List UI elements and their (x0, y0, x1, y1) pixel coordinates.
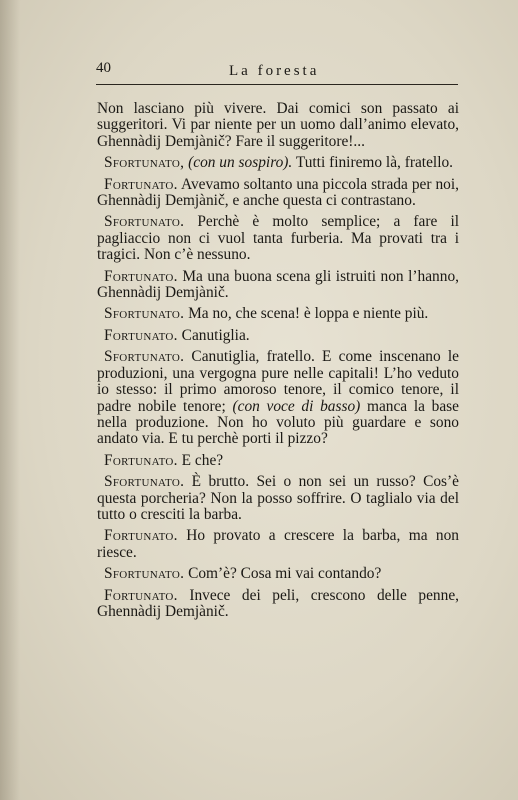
speaker-name: Sfortunato. (104, 565, 185, 583)
speaker-name: Fortunato. (104, 586, 178, 604)
line-text: Com’è? Cosa mi vai contando? (184, 565, 382, 583)
paragraph (97, 474, 459, 523)
line-text: Invece dei peli, crescono delle penne, Ghennàdij Demjànič. (97, 586, 459, 620)
paragraph (97, 269, 459, 302)
page-header (96, 60, 458, 90)
speaker-name: Fortunato. (104, 267, 178, 285)
speaker-name: Fortunato. (104, 527, 178, 545)
line-text: Ma una buona scena gli istruiti non l’hanno, Ghennàdij Demjànič. (97, 267, 459, 302)
speaker-name: Fortunato. (104, 175, 178, 193)
paragraph (97, 177, 459, 210)
speaker-name: Sfortunato. (104, 348, 185, 366)
line-text: manca la base nella produzione. Non ho voluto più guardare e sono andato via. E tu perchè porti il pizzo? (97, 397, 459, 448)
speaker-name: Fortunato. (104, 451, 178, 469)
header-rule (96, 84, 458, 85)
paragraph (97, 214, 459, 263)
line-text: Perchè è molto semplice; a fare il pagliaccio non ci vuol tanta furberia. Ma provati tra i tragici. Non c’è nessuno. (97, 213, 459, 264)
paragraph (97, 566, 459, 582)
speaker-name: Sfortunato. (104, 213, 185, 231)
line-text: Non lasciano più vivere. Dai comici son passato ai suggeritori. Vi par niente per un uomo dall’animo elevato, Ghennàdij Demjànič? Fare il suggeritore!... (97, 100, 459, 150)
paragraph (97, 101, 459, 150)
stage-direction: (con voce di basso) (232, 397, 361, 415)
page-number: 40 (96, 60, 111, 76)
paragraph (97, 588, 459, 621)
line-text: Canutiglia, fratello. E come inscenano le produzioni, una vergogna pure nelle capitali! L’ho veduto io stesso: il primo amoroso tenore, il comico tenore, il padre nobile tenore; (97, 348, 459, 415)
speaker-name: Sfortunato. (104, 473, 185, 491)
line-text: È brutto. Sei o non sei un russo? Cos’è questa porcheria? Non la posso soffrire. O taglialo via del tutto o cresciti la barba. (97, 473, 459, 523)
paragraph (97, 528, 459, 561)
line-text: Canutiglia. (177, 326, 250, 344)
line-text: Ho provato a crescere la barba, ma non riesce. (97, 527, 459, 561)
paragraph (97, 155, 459, 171)
speaker-name: Sfortunato. (104, 305, 185, 323)
paragraph (97, 328, 459, 344)
paragraph (97, 349, 459, 447)
paragraph (97, 306, 459, 322)
line-text: E che? (177, 451, 224, 469)
line-text: Avevamo soltanto una piccola strada per noi, Ghennàdij Demjànič, e anche questa ci contrastano. (97, 175, 459, 210)
speaker-name: Sfortunato, (104, 154, 185, 172)
dialogue-text (97, 101, 459, 625)
stage-direction: (con un sospiro). (188, 154, 293, 172)
page-gutter-shadow (0, 0, 20, 800)
paragraph (97, 453, 459, 469)
running-title: La foresta (229, 63, 320, 79)
line-text: Tutti finiremo là, fratello. (292, 154, 454, 172)
line-text: Ma no, che scena! è loppa e niente più. (184, 305, 429, 323)
speaker-name: Fortunato. (104, 326, 178, 344)
